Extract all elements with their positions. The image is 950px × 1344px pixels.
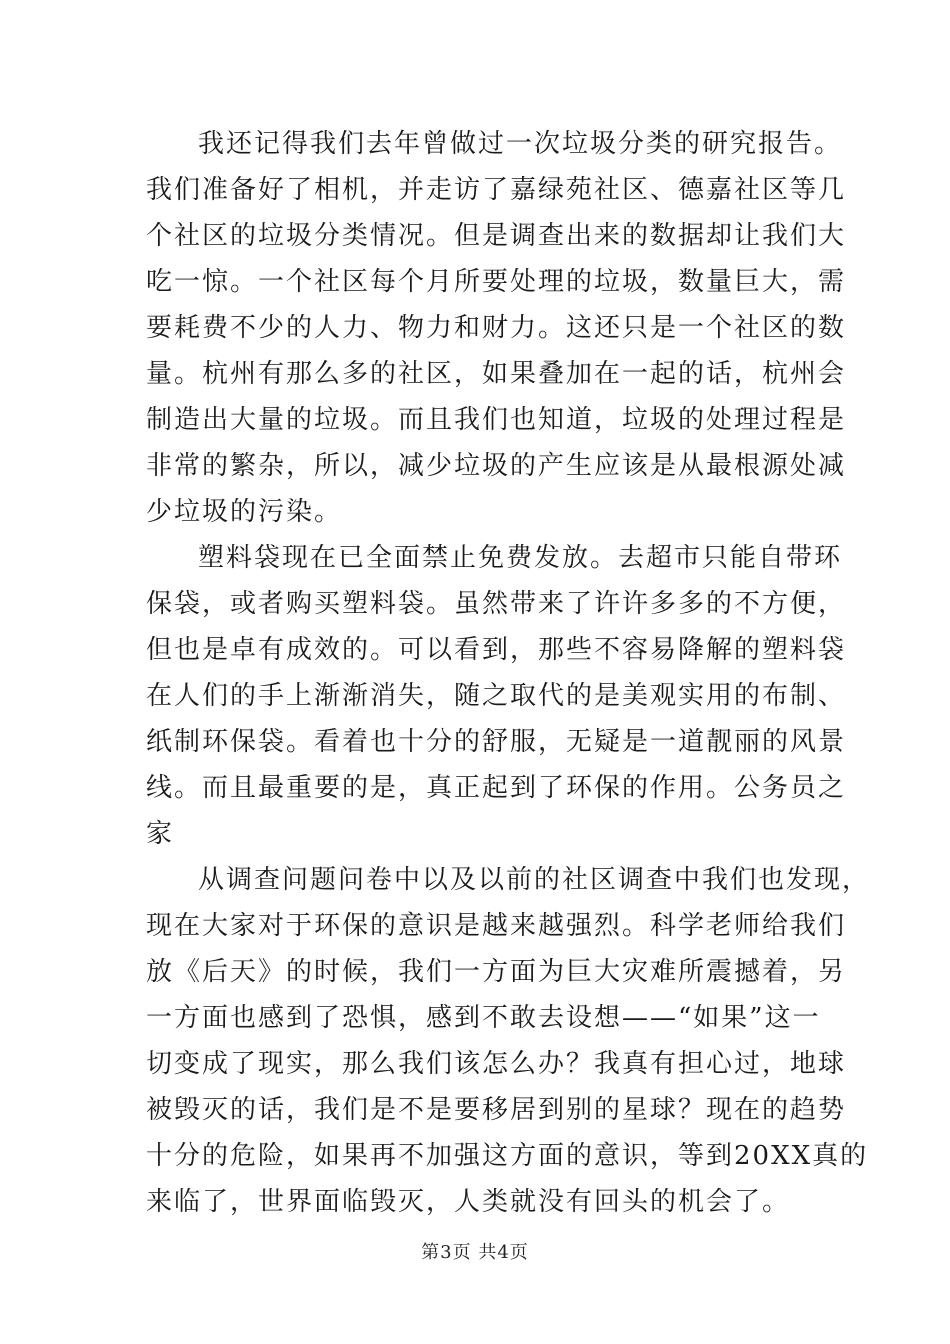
paragraph-3-line-1: 从调查问题问卷中以及以前的社区调查中我们也发现， [198, 865, 871, 895]
paragraph-3-line-7: 十分的危险，如果再不加强这方面的意识，等到20XX真的 [146, 1141, 869, 1171]
paragraph-1-line-8: 非常的繁杂，所以，减少垃圾的产生应该是从最根源处减 [146, 451, 847, 481]
paragraph-1-line-4: 吃一惊。一个社区每个月所要处理的垃圾，数量巨大，需 [146, 267, 847, 297]
paragraph-2-line-1: 塑料袋现在已全面禁止免费发放。去超市只能自带环 [198, 543, 843, 573]
paragraph-1-line-1: 我还记得我们去年曾做过一次垃圾分类的研究报告。 [198, 129, 843, 159]
paragraph-3-line-3: 放《后天》的时候，我们一方面为巨大灾难所震撼着，另 [146, 957, 847, 987]
paragraph-1-line-2: 我们准备好了相机，并走访了嘉绿苑社区、德嘉社区等几 [146, 175, 847, 205]
paragraph-2-line-6: 线。而且最重要的是，真正起到了环保的作用。公务员之 [146, 773, 847, 803]
paragraph-1-line-5: 要耗费不少的人力、物力和财力。这还只是一个社区的数 [146, 313, 847, 343]
paragraph-3-line-2: 现在大家对于环保的意识是越来越强烈。科学老师给我们 [146, 911, 847, 941]
paragraph-2-line-4: 在人们的手上渐渐消失，随之取代的是美观实用的布制、 [146, 681, 847, 711]
paragraph-2-line-3: 但也是卓有成效的。可以看到，那些不容易降解的塑料袋 [146, 635, 847, 665]
paragraph-3-line-5: 切变成了现实，那么我们该怎么办？我真有担心过，地球 [146, 1049, 847, 1079]
paragraph-1-line-9: 少垃圾的污染。 [146, 497, 343, 527]
paragraph-2-line-5: 纸制环保袋。看着也十分的舒服，无疑是一道靓丽的风景 [146, 727, 847, 757]
paragraph-1-line-3: 个社区的垃圾分类情况。但是调查出来的数据却让我们大 [146, 221, 847, 251]
paragraph-1-line-6: 量。杭州有那么多的社区，如果叠加在一起的话，杭州会 [146, 359, 847, 389]
page-footer: 第3页 共4页 [421, 1242, 529, 1263]
paragraph-3-line-8: 来临了，世界面临毁灭，人类就没有回头的机会了。 [146, 1187, 791, 1217]
paragraph-2-line-7: 家 [146, 819, 175, 849]
paragraph-3-line-6: 被毁灭的话，我们是不是要移居到别的星球？现在的趋势 [146, 1095, 847, 1125]
paragraph-1-line-7: 制造出大量的垃圾。而且我们也知道，垃圾的处理过程是 [146, 405, 847, 435]
paragraph-2-line-2: 保袋，或者购买塑料袋。虽然带来了许许多多的不方便， [146, 589, 847, 619]
paragraph-3-line-4: 一方面也感到了恐惧，感到不敢去设想——“如果”这一 [146, 1003, 821, 1033]
